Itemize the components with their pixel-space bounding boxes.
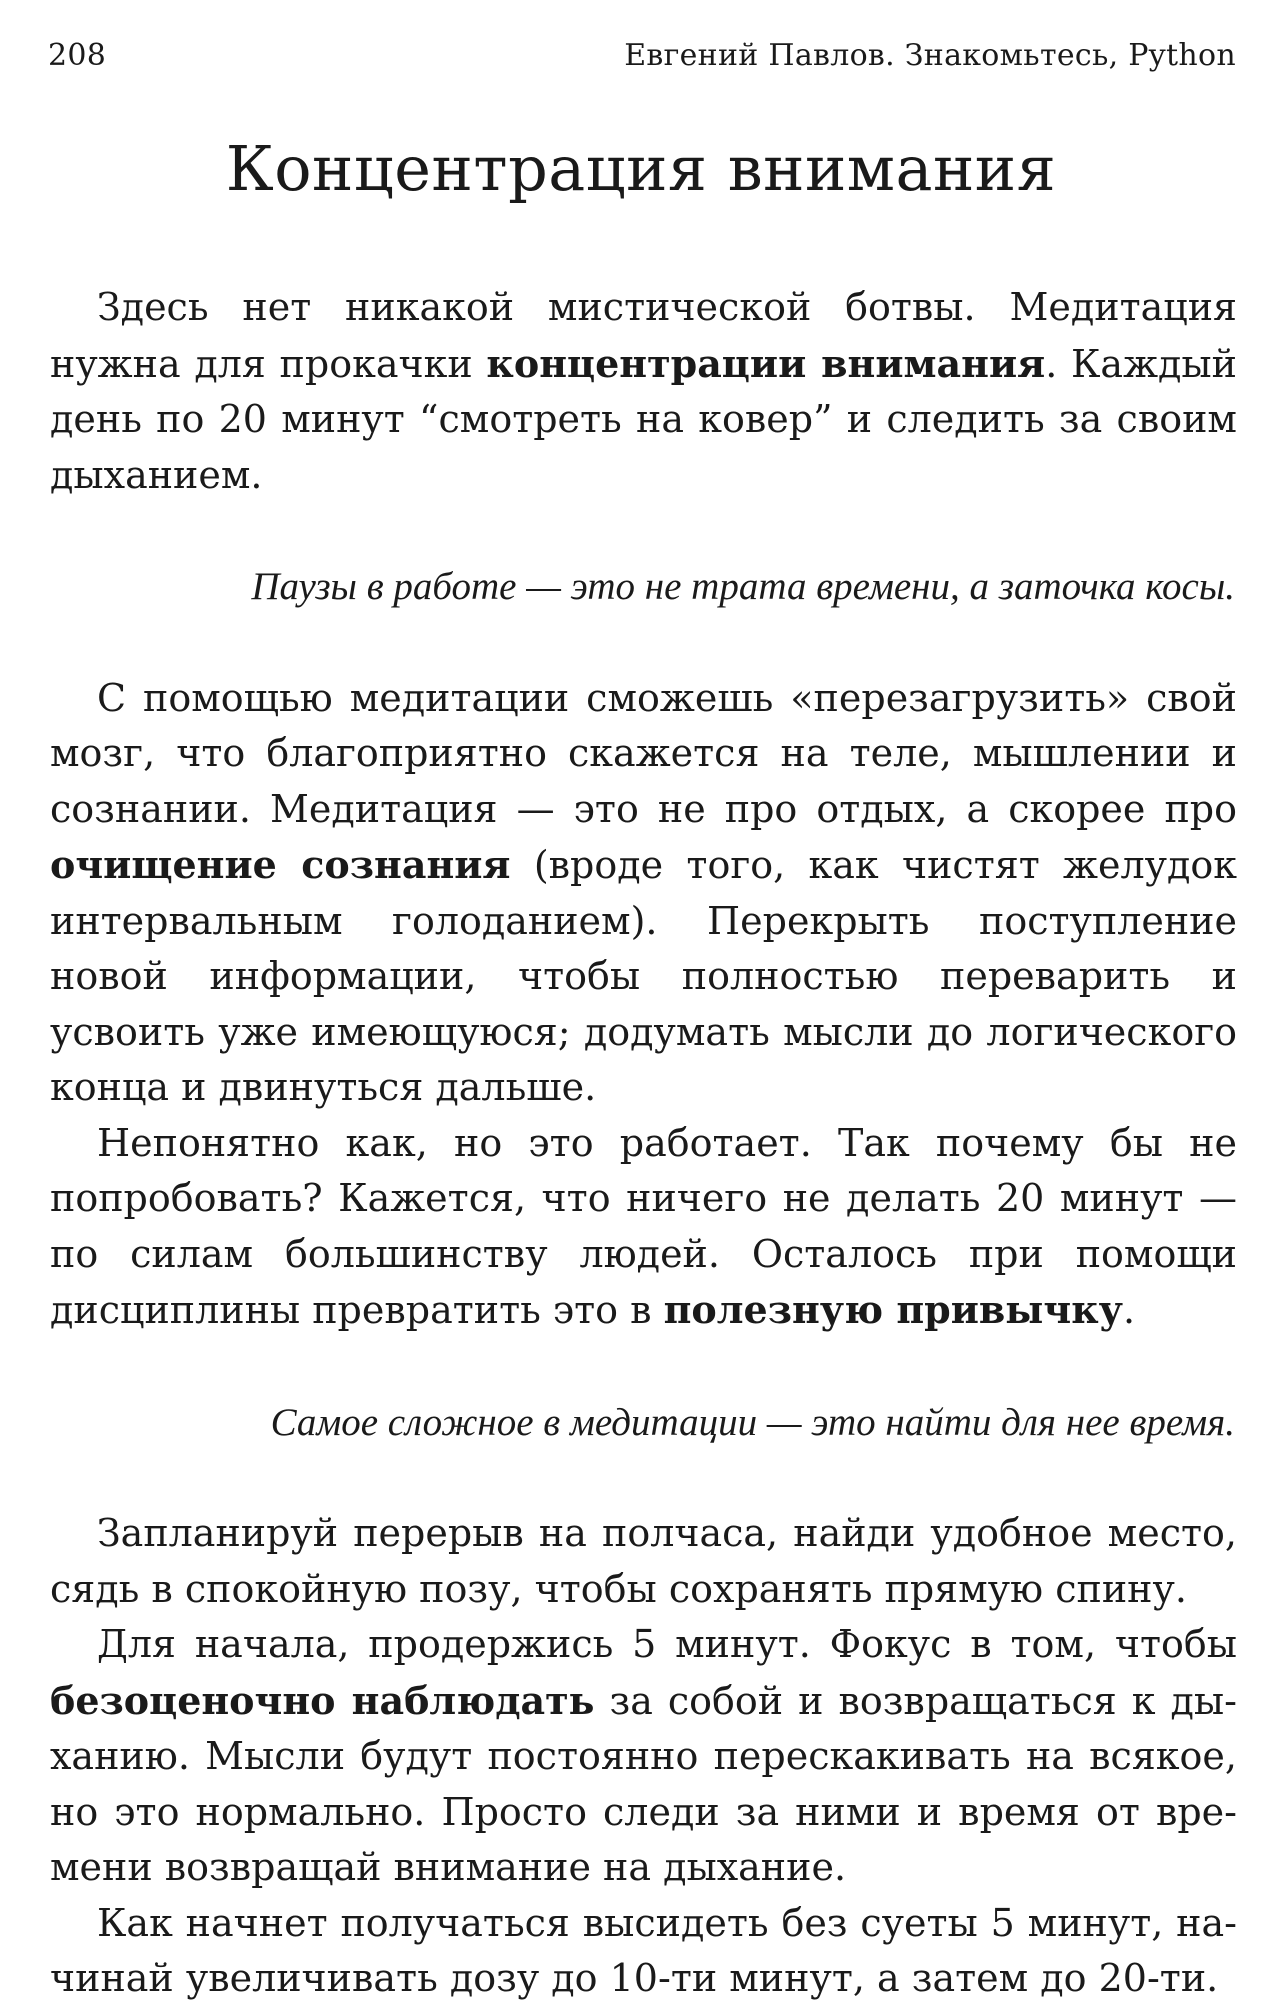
page-number: 208: [48, 38, 107, 73]
paragraph-text: (вроде того, как чистят желудок интервальным голоданием). Перекрыть поступление новой информации, чтобы полностью переварить и усвоить уже имеющуюся; додумать мысли до логического конца и двинуться дальше.: [50, 843, 1237, 1109]
paragraph-3: [50, 1116, 1237, 1339]
bold-term: безоценочно наблюдать: [50, 1677, 595, 1723]
paragraph-4: [50, 1506, 1237, 1617]
paragraph-text: за собой и возвращаться к дыханию. Мысли будут постоянно перескакивать на всякое, но это нормально. Просто следи за ними и время от времени возвращай внимание на дыхание.: [50, 1678, 1237, 1889]
paragraph-text: С помощью медитации сможешь «перезагрузить» свой мозг, что благоприятно скажется на теле, мышлении и сознании. Медитация — это не про отдых, а скорее про: [50, 675, 1237, 831]
paragraph-text: Для начала, продержись 5 минут. Фокус в том, чтобы: [97, 1622, 1237, 1666]
paragraph-text: .: [1122, 1288, 1136, 1332]
running-header: [48, 38, 1236, 78]
bold-term: полезную привычку: [663, 1287, 1123, 1332]
epigraph-quote-2: Самое сложное в медитации — это найти для нее время.: [270, 1400, 1235, 1444]
paragraph-6: [50, 1896, 1237, 2007]
page-body: [50, 280, 1237, 2007]
paragraph-text: Как начнет получаться высидеть без суеты 5 минут, начинай увеличивать дозу до 10-ти минут, а затем до 20-ти.: [50, 1900, 1237, 2000]
paragraph-text: Непонятно как, но это работает. Так почему бы не попробовать? Кажется, что ничего не делать 20 минут — по силам большинству людей. Осталось при помощи дисциплины превратить это в: [50, 1120, 1237, 1332]
paragraph-text: . Каждый день по 20 минут “смотреть на ковер” и следить за своим дыханием.: [50, 341, 1237, 497]
paragraph-text: Здесь нет никакой мистической ботвы. Медитация нужна для прокачки: [50, 285, 1237, 386]
paragraph-5: [50, 1617, 1237, 1896]
paragraph-2: [50, 671, 1237, 1116]
paragraph-text: Запланируй перерыв на полчаса, найди удобное место, сядь в спокойную позу, чтобы сохранять прямую спину.: [50, 1511, 1237, 1611]
bold-term: концентрации внимания: [486, 340, 1046, 386]
paragraph-1: [50, 280, 1237, 503]
bold-term: очищение сознания: [50, 842, 511, 887]
chapter-title: Концентрация внимания: [225, 132, 1057, 205]
running-title: Евгений Павлов. Знакомьтесь, Python: [624, 38, 1236, 73]
epigraph-quote-1: Паузы в работе — это не трата времени, а заточка косы.: [251, 565, 1235, 608]
